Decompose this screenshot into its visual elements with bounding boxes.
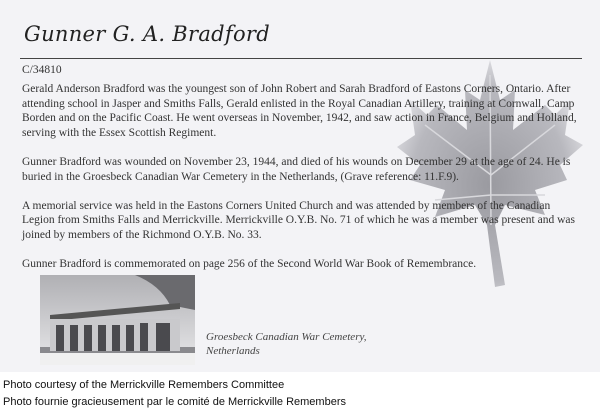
photo-credit-french: Photo fournie gracieusement par le comité de Merrickville Remembers [3,396,346,408]
page-title: Gunner G. A. Bradford [24,22,271,46]
photo-credit-english: Photo courtesy of the Merrickville Remembers Committee [3,379,285,391]
caption-line: Groesbeck Canadian War Cemetery, [206,331,367,343]
biography [22,82,582,286]
cemetery-photo [40,275,195,365]
photo-caption [206,330,367,358]
title-divider [20,58,582,59]
paragraph: Gunner Bradford is commemorated on page 256 of the Second World War Book of Remembrance. [22,258,477,271]
paragraph: A memorial service was held in the Eastons Corners United Church and was attended by members of the Canadian Legion from Smiths Falls and Merrickville. Merrickville O.Y.B. No. 71 of which he was a member was present and was joined by members of the Richmond O.Y.B. No. 33. [22,199,575,241]
paragraph: Gerald Anderson Bradford was the youngest son of John Robert and Sarah Bradford of Eastons Corners, Ontario. After attending school in Jasper and Smiths Falls, Gerald enlisted in the Royal Canadian Artillery, training at Cornwall, Camp Borden and on the Pacific Coast. He went overseas in November, 1942, and saw action in France, Belgium and Holland, serving with the Essex Scottish Regiment. [22,83,577,139]
paragraph: Gunner Bradford was wounded on November 23, 1944, and died of his wounds on December 29 at the age of 24. He is buried in the Groesbeck Canadian War Cemetery in the Netherlands, (Grave reference: 11.F.9). [22,155,571,183]
caption-line: Netherlands [206,345,260,357]
service-number: C/34810 [22,64,62,76]
